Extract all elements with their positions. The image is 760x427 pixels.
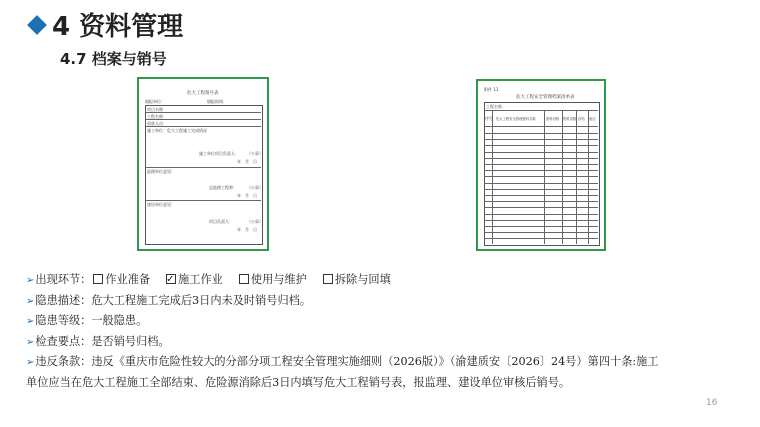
doc1-sign3: 项目负责人： [209, 219, 233, 224]
desc-value: 危大工程施工完成后3日内未及时销号归档。 [91, 293, 312, 307]
level-value: 一般隐患。 [91, 314, 148, 327]
doc2-col-5: 备注 [589, 117, 596, 121]
doc2-row-line [484, 164, 598, 165]
doc2-row-line [484, 158, 598, 159]
doc2-row-line [484, 195, 598, 196]
doc2-row-line [484, 220, 598, 221]
arrow-bullet-icon: ➢ [26, 316, 35, 327]
check-label: 检查要点： [35, 334, 92, 348]
arrow-bullet-icon: ➢ [26, 275, 35, 286]
arrow-bullet-icon: ➢ [26, 336, 35, 348]
doc1-date1: 年 月 日 [237, 159, 257, 164]
doc2-tag: 附件 11 [484, 87, 499, 92]
doc2-title: 危大工程安全管理档案清单表 [516, 95, 575, 100]
doc2-row-line [484, 201, 598, 202]
doc1-seal2: （公章） [247, 185, 263, 190]
violation-line [26, 352, 746, 373]
doc1-sec3: 建设单位意见： [147, 202, 175, 207]
doc2-row-line [484, 189, 598, 190]
doc1-seal1: （公章） [247, 151, 263, 156]
form-image-closure-sheet [137, 77, 269, 251]
doc2-col-4: 存档 [578, 117, 585, 121]
doc1-title: 危大工程销号表 [187, 91, 219, 96]
doc2-row-line [484, 207, 598, 208]
stage-option-2: 使用与维护 [237, 273, 307, 286]
doc1-row1-right: 填报时间： [207, 99, 227, 104]
check-value: 是否销号归档。 [91, 334, 170, 348]
violation-label: 违反条款： [35, 355, 92, 368]
doc2-col-3: 资料页数 [563, 117, 577, 121]
doc2-project: 工程名称： [486, 104, 506, 109]
stage-option-1: ✓ 施工作业 [164, 273, 223, 286]
desc-line [26, 291, 746, 312]
hazard-info [26, 270, 746, 392]
doc2-row-line [484, 139, 598, 140]
check-line [26, 332, 746, 353]
level-line [26, 311, 746, 332]
stage-label: 出现环节： [35, 273, 92, 286]
doc2-row-line [484, 176, 598, 177]
doc2-row-line [484, 232, 598, 233]
stage-option-3: 拆除与回填 [321, 273, 391, 286]
checkbox-checked-icon [166, 274, 176, 284]
desc-label: 隐患描述： [35, 293, 92, 307]
doc2-row-line [484, 214, 598, 215]
title-row [30, 6, 183, 43]
diamond-bullet-icon [27, 15, 47, 35]
doc1-row2: 项目名称： [147, 107, 167, 112]
doc2-row-line [484, 183, 598, 184]
doc1-sec2: 监理单位意见： [147, 169, 175, 174]
doc2-col-1: 危大工程安全管理资料名称 [496, 117, 536, 121]
doc1-sign1: 施工单位项目负责人： [199, 151, 239, 156]
doc2-row-line [484, 238, 598, 239]
checkbox-icon [323, 274, 333, 284]
doc2-row-line [484, 152, 598, 153]
doc2-row-line [484, 133, 598, 134]
doc1-seal3: （公章） [247, 219, 263, 224]
doc1-row4: 验收人员： [147, 121, 167, 126]
doc2-col-2: 资料份数 [546, 117, 560, 121]
doc1-date3: 年 月 日 [237, 227, 257, 232]
doc2-row-line [484, 145, 598, 146]
stage-line [26, 270, 746, 291]
page-number: 16 [706, 398, 718, 408]
stage-option-0: 作业准备 [91, 273, 150, 286]
section-subtitle: 4.7 档案与销号 [60, 50, 167, 68]
doc1-row1-left: 填报单位： [145, 99, 165, 104]
page-title: 4 资料管理 [52, 12, 184, 42]
checkbox-icon [93, 274, 103, 284]
doc2-row-line [484, 170, 598, 171]
doc1-sign2: 总监理工程师： [209, 185, 237, 190]
violation-line-2: 单位应当在危大工程施工全部结束、危险源消除后3日内填写危大工程销号表，报监理、建设单位审核后销号。 [26, 375, 571, 389]
violation-value-1: 违反《重庆市危险性较大的分部分项工程安全管理实施细则（2026版）》（渝建质安〔2026〕24号）第四十条:施工 [91, 355, 659, 368]
doc2-row-line [484, 226, 598, 227]
arrow-bullet-icon: ➢ [26, 357, 35, 368]
doc1-row3: 工程名称： [147, 114, 167, 119]
doc1-sec1: 施工单位：危大工程施工完成情况 [147, 128, 207, 133]
level-label: 隐患等级： [35, 314, 92, 327]
doc2-col-0: 序号 [485, 116, 493, 121]
arrow-bullet-icon: ➢ [26, 295, 35, 307]
doc1-date2: 年 月 日 [237, 193, 257, 198]
doc2-frame [484, 102, 600, 246]
checkbox-icon [239, 274, 249, 284]
form-image-archive-list [476, 79, 606, 251]
